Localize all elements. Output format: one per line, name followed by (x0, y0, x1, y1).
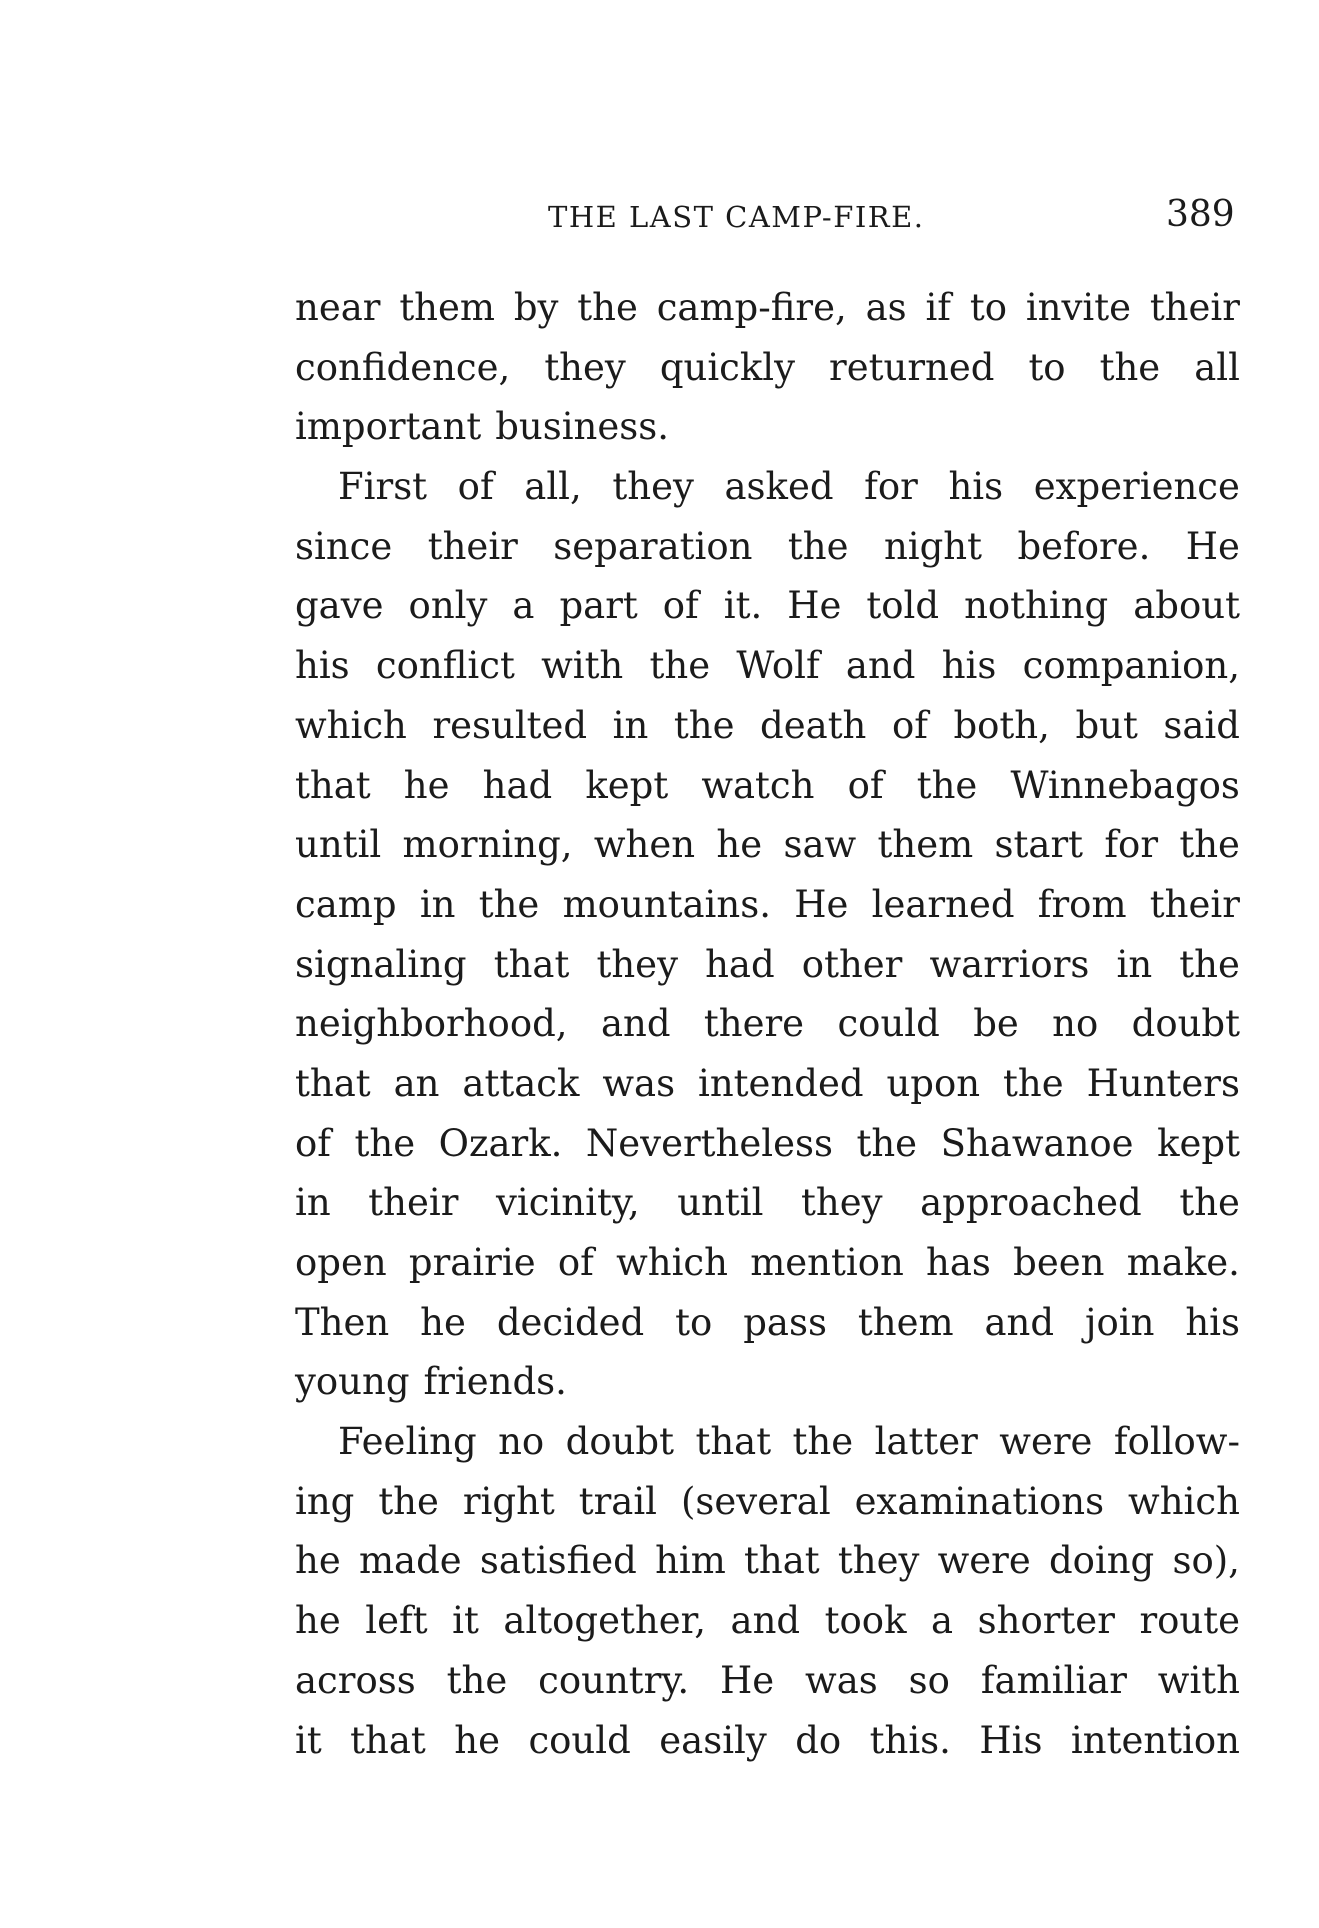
word: from (1037, 882, 1127, 926)
word: for (1104, 823, 1159, 867)
word: satisfied (479, 1539, 637, 1583)
word: for (864, 465, 918, 509)
word: ing (295, 1479, 355, 1523)
word: Ozark. (438, 1121, 563, 1165)
word: said (1163, 703, 1240, 747)
word: he (295, 1539, 341, 1583)
word: near (295, 286, 381, 329)
word: Winnebagos (1010, 763, 1240, 807)
word: their (368, 1181, 459, 1225)
text-line (295, 1591, 1240, 1651)
word: that (493, 942, 570, 986)
word: night (883, 524, 982, 568)
word: shorter (977, 1599, 1115, 1643)
word: mountains. (562, 882, 771, 926)
word: Shawanoe (940, 1121, 1134, 1165)
text-line (295, 1054, 1240, 1114)
word: which (295, 703, 407, 747)
text-line (295, 756, 1240, 816)
text-line (295, 576, 1240, 636)
word: when (593, 823, 696, 867)
word: to (675, 1300, 713, 1344)
word: in (419, 882, 456, 926)
word: an (393, 1061, 440, 1105)
word: morning, (402, 823, 573, 867)
word: companion, (1022, 644, 1240, 688)
word: trail (578, 1479, 658, 1523)
word: of (847, 763, 884, 807)
text-line (295, 636, 1240, 696)
word: the (1179, 1181, 1240, 1225)
text-line (295, 397, 1240, 457)
word: gave (295, 584, 384, 628)
text-line (295, 278, 1240, 338)
word: of (662, 584, 699, 628)
word: make. (1126, 1241, 1240, 1284)
word: so (908, 1658, 950, 1702)
word: all, (524, 465, 582, 509)
word: camp-fire, (656, 286, 847, 329)
page-number: 389 (1166, 194, 1235, 235)
word: kept (1157, 1121, 1240, 1165)
word: their (427, 524, 518, 568)
word: part (559, 584, 638, 628)
word: the (478, 882, 540, 926)
word: all (1194, 345, 1240, 389)
word: Nevertheless (585, 1121, 833, 1165)
word: the (577, 286, 638, 329)
word: upon (886, 1061, 981, 1105)
word: the (378, 1479, 439, 1523)
text-line (295, 1711, 1240, 1771)
word: open (295, 1241, 387, 1284)
text-line (295, 338, 1240, 398)
text-line (295, 457, 1240, 517)
word: altogether, (503, 1599, 706, 1643)
word: them (399, 286, 495, 329)
word: of (295, 1121, 331, 1165)
word: was (805, 1658, 878, 1702)
word: which (1128, 1479, 1240, 1523)
word: neighborhood, (295, 1002, 568, 1046)
word: he (403, 763, 450, 807)
word: Hunters (1086, 1061, 1240, 1105)
word: since (295, 524, 393, 568)
text-line (295, 1651, 1240, 1711)
word: important (295, 405, 482, 449)
word: nothing (964, 584, 1109, 628)
word: told (866, 584, 940, 628)
word: as (865, 286, 907, 329)
word: Wolf (736, 644, 820, 688)
word: that (744, 1539, 820, 1583)
word: and (845, 644, 916, 688)
word: could (528, 1718, 631, 1762)
word: warriors (929, 942, 1090, 986)
word: prairie (408, 1241, 536, 1284)
word: he (295, 1599, 341, 1643)
word: it. (723, 584, 763, 628)
word: the (354, 1121, 416, 1165)
word: he (420, 1300, 466, 1344)
word: they (801, 1181, 883, 1225)
word: route (1139, 1599, 1240, 1643)
word: in (1116, 942, 1153, 986)
word: him (655, 1539, 726, 1583)
word: they (612, 465, 694, 509)
word: be (973, 1002, 1019, 1046)
word: saw (783, 823, 857, 867)
word: latter (874, 1420, 978, 1464)
text-line (295, 1233, 1240, 1293)
word: of (891, 703, 928, 747)
word: their (1149, 882, 1240, 926)
word: that (295, 763, 371, 807)
word: First (338, 465, 428, 509)
word: and (730, 1599, 801, 1643)
word: until (295, 823, 382, 867)
word: intention (1070, 1718, 1240, 1762)
word: join (1084, 1300, 1155, 1344)
word: the (446, 1658, 508, 1702)
word: has (926, 1241, 991, 1284)
word: conflict (375, 644, 515, 688)
word: His (979, 1718, 1043, 1762)
text-line (295, 1173, 1240, 1233)
word: decided (496, 1300, 645, 1344)
text-line (295, 815, 1240, 875)
word: Feeling (338, 1420, 477, 1464)
word: it (295, 1718, 322, 1762)
word: across (295, 1658, 416, 1702)
word: the (916, 763, 978, 807)
word: He (787, 584, 842, 628)
word: resulted (432, 703, 588, 747)
running-title: THE LAST CAMP-FIRE. (548, 200, 925, 234)
word: He (794, 882, 849, 926)
word: the (1099, 345, 1161, 389)
word: been (1013, 1241, 1105, 1284)
word: in (295, 1181, 331, 1225)
word: pass (743, 1300, 827, 1344)
text-line (295, 1352, 1240, 1412)
word: were (937, 1539, 1031, 1583)
word: were (999, 1420, 1093, 1464)
word: they (544, 345, 626, 389)
word: quickly (659, 345, 796, 389)
word: no (498, 1420, 545, 1464)
body-text (295, 278, 1240, 1770)
word: separation (553, 524, 753, 568)
word: He (719, 1658, 775, 1702)
text-line (295, 994, 1240, 1054)
word: vicinity, (496, 1181, 640, 1225)
text-line (295, 875, 1240, 935)
text-line (295, 517, 1240, 577)
word: to (969, 286, 1007, 329)
word: it (452, 1599, 479, 1643)
word: familiar (980, 1658, 1127, 1702)
word: he (454, 1718, 500, 1762)
word: was (602, 1061, 676, 1105)
word: intended (698, 1061, 864, 1105)
word: follow- (1113, 1420, 1240, 1464)
word: signaling (295, 942, 467, 986)
word: left (365, 1599, 428, 1643)
word: (several (680, 1479, 831, 1523)
word: them (857, 1300, 954, 1344)
word: kept (585, 763, 669, 807)
word: right (462, 1479, 555, 1523)
word: the (673, 703, 735, 747)
word: the (1179, 823, 1240, 867)
word: death (760, 703, 867, 747)
word: with (1157, 1658, 1240, 1702)
word: but (1075, 703, 1138, 747)
word: and (600, 1002, 671, 1046)
text-line (295, 1472, 1240, 1532)
word: a (931, 1599, 954, 1643)
word: easily (659, 1718, 767, 1762)
word: his (941, 644, 997, 688)
text-line (295, 1114, 1240, 1174)
word: no (1052, 1002, 1099, 1046)
word: mention (750, 1241, 904, 1284)
word: which (616, 1241, 728, 1284)
word: watch (701, 763, 815, 807)
word: experience (1033, 465, 1240, 509)
word: that (350, 1718, 426, 1762)
word: the (787, 524, 849, 568)
word: learned (871, 882, 1015, 926)
word: doing (1048, 1539, 1155, 1583)
word: business. (495, 405, 670, 449)
word: friends. (423, 1360, 567, 1404)
word: the (1179, 942, 1240, 986)
word: had (705, 942, 775, 986)
word: country. (538, 1658, 690, 1702)
word: to (1028, 345, 1066, 389)
word: other (801, 942, 903, 986)
word: invite (1025, 286, 1131, 329)
word: his (948, 465, 1004, 509)
word: the (792, 1420, 854, 1464)
word: that (295, 1061, 371, 1105)
word: of (457, 465, 494, 509)
word: both, (953, 703, 1050, 747)
word: their (1149, 286, 1240, 329)
word: only (408, 584, 488, 628)
word: start (994, 823, 1084, 867)
text-line (295, 1293, 1240, 1353)
word: his (1185, 1300, 1240, 1344)
word: Then (295, 1300, 390, 1344)
word: them (877, 823, 974, 867)
word: with (541, 644, 624, 688)
word: doubt (1131, 1002, 1240, 1046)
word: they (596, 942, 678, 986)
word: the (1003, 1061, 1064, 1105)
text-line (295, 1412, 1240, 1472)
word: had (482, 763, 553, 807)
word: camp (295, 882, 397, 926)
word: until (677, 1181, 764, 1225)
word: He (1185, 524, 1240, 568)
word: he (716, 823, 763, 867)
word: before. (1017, 524, 1151, 568)
word: made (358, 1539, 462, 1583)
word: this. (869, 1718, 951, 1762)
word: a (512, 584, 535, 628)
word: asked (724, 465, 834, 509)
word: they (837, 1539, 920, 1583)
text-line (295, 1531, 1240, 1591)
text-line (295, 696, 1240, 756)
word: that (695, 1420, 772, 1464)
word: if (925, 286, 951, 329)
word: the (649, 644, 711, 688)
word: the (856, 1121, 918, 1165)
word: by (513, 286, 559, 329)
word: doubt (565, 1420, 674, 1464)
running-head (0, 188, 1319, 238)
word: do (795, 1718, 842, 1762)
word: of (557, 1241, 594, 1284)
word: approached (920, 1181, 1142, 1225)
word: attack (462, 1061, 580, 1105)
word: and (984, 1300, 1055, 1344)
word: his (295, 644, 350, 688)
word: returned (829, 345, 995, 389)
word: in (612, 703, 649, 747)
word: confidence, (295, 345, 511, 389)
word: could (837, 1002, 940, 1046)
word: examinations (854, 1479, 1105, 1523)
word: took (824, 1599, 907, 1643)
word: young (295, 1360, 410, 1404)
text-line (295, 935, 1240, 995)
word: there (703, 1002, 805, 1046)
word: so), (1172, 1539, 1240, 1583)
word: about (1133, 584, 1240, 628)
